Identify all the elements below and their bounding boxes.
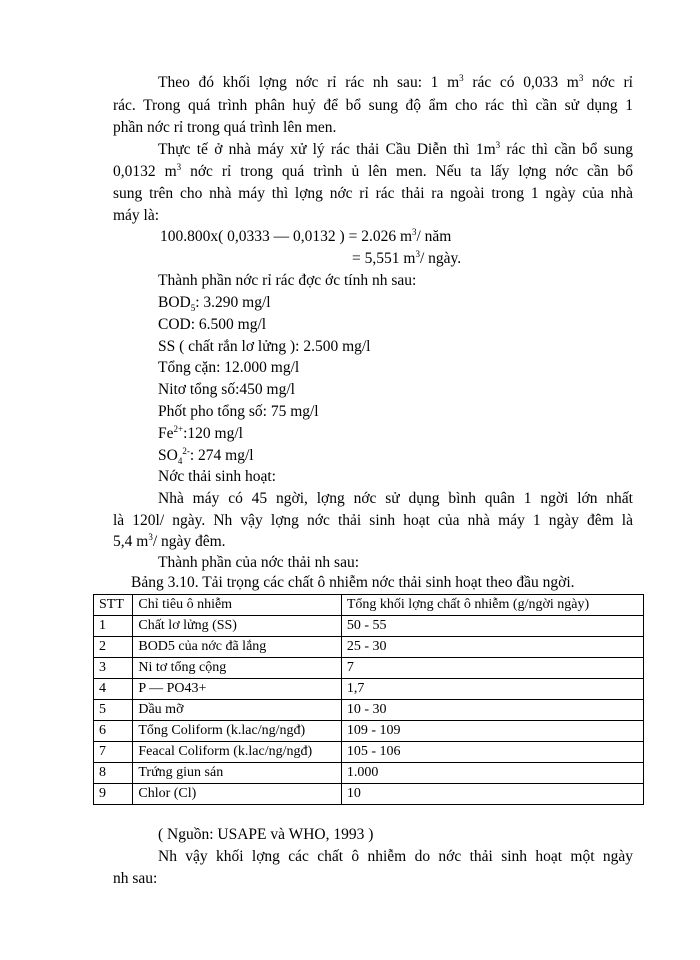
paragraph-2-line-3: sung trên cho nhà máy thì lợng nớc rỉ rác thải ra ngoài trong 1 ngày của nhà — [113, 185, 633, 202]
composition-intro: Thành phần nớc rỉ rác đợc ớc tính nh sau: — [158, 272, 417, 289]
composition-ss: SS ( chất rắn lơ lửng ): 2.500 mg/l — [158, 338, 371, 355]
header-load: Tổng khối lợng chất ô nhiễm (g/ngời ngày) — [341, 595, 643, 616]
paragraph-1-line-1: Theo đó khối lợng nớc rỉ rác nh sau: 1 $m^3$ rác có 0,033 $m^3$ nớc rỉ — [158, 72, 633, 91]
row-indicator: Feacal Coliform (k.lac/ng/ngđ) — [133, 742, 342, 763]
row-load: 7 — [341, 658, 643, 679]
row-load: 1.000 — [341, 763, 643, 784]
table-row — [94, 616, 644, 637]
row-indicator: Tổng Coliform (k.lac/ng/ngđ) — [133, 721, 342, 742]
table-row — [94, 700, 644, 721]
row-load: 50 - 55 — [341, 616, 643, 637]
paragraph-3-line-3: 5,4 $m^3/$ ngày đêm. — [113, 531, 226, 550]
header-stt: STT — [94, 595, 133, 616]
paragraph-4-line-2: nh sau: — [113, 870, 158, 887]
calculation-line-1: 100.800x( 0,0333 — 0,0132 ) = 2.026 $m^3/$ năm — [160, 226, 452, 245]
composition-fe: $Fe^{2+}:120$ mg/l — [158, 423, 243, 442]
row-load: 109 - 109 — [341, 721, 643, 742]
row-stt: 2 — [94, 637, 133, 658]
paragraph-2-line-1: Thực tế ở nhà máy xử lý rác thải Cầu Diễn thì $1m^3$ rác thì cần bổ sung — [158, 139, 633, 158]
pollutant-load-table — [93, 594, 644, 805]
row-indicator: Chất lơ lửng (SS) — [133, 616, 342, 637]
row-stt: 9 — [94, 784, 133, 805]
table-row — [94, 763, 644, 784]
row-indicator: BOD5 của nớc đã lắng — [133, 637, 342, 658]
row-indicator: Dầu mỡ — [133, 700, 342, 721]
row-stt: 7 — [94, 742, 133, 763]
table-row — [94, 721, 644, 742]
calculation-line-2: = 5,551 $m^3/$ ngày. — [352, 248, 462, 267]
row-load: 10 — [341, 784, 643, 805]
paragraph-4-line-1: Nh vậy khối lợng các chất ô nhiễm do nớc thải sinh hoạt một ngày — [158, 848, 633, 865]
row-load: 1,7 — [341, 679, 643, 700]
paragraph-3-line-1: Nhà máy có 45 ngời, lợng nớc sử dụng bình quân 1 ngời lớn nhất — [158, 490, 633, 507]
row-stt: 3 — [94, 658, 133, 679]
paragraph-3-line-4: Thành phần của nớc thải nh sau: — [158, 554, 360, 571]
composition-nuoc-thai: Nớc thải sinh hoạt: — [158, 468, 276, 485]
table-row — [94, 658, 644, 679]
row-stt: 1 — [94, 616, 133, 637]
composition-cod: COD: 6.500 mg/l — [158, 316, 267, 333]
table-row — [94, 742, 644, 763]
table-row — [94, 637, 644, 658]
row-load: 10 - 30 — [341, 700, 643, 721]
row-indicator: Trứng giun sán — [133, 763, 342, 784]
table-row — [94, 679, 644, 700]
row-stt: 8 — [94, 763, 133, 784]
table-row — [94, 784, 644, 805]
composition-photpho: Phốt pho tổng số: 75 mg/l — [158, 403, 319, 420]
row-stt: 4 — [94, 679, 133, 700]
row-indicator: P — PO43+ — [133, 679, 342, 700]
composition-tong-can: Tổng cặn: 12.000 mg/l — [158, 359, 300, 376]
row-load: 105 - 106 — [341, 742, 643, 763]
composition-so4: $SO_4^{2-}$: 274 mg/l — [158, 445, 254, 467]
row-stt: 6 — [94, 721, 133, 742]
row-stt: 5 — [94, 700, 133, 721]
row-indicator: Chlor (Cl) — [133, 784, 342, 805]
paragraph-2-line-4: máy là: — [113, 207, 160, 224]
header-indicator: Chỉ tiêu ô nhiễm — [133, 595, 342, 616]
table-header-row — [94, 595, 644, 616]
paragraph-1-line-3: phần nớc rỉ trong quá trình lên men. — [113, 119, 337, 136]
paragraph-3-line-2: là 120l/ ngày. Nh vậy lợng nớc thải sinh hoạt của nhà máy 1 ngày đêm là — [113, 512, 633, 529]
row-indicator: Ni tơ tổng cộng — [133, 658, 342, 679]
composition-bod: $BOD_5$: 3.290 mg/l — [158, 294, 271, 314]
row-load: 25 - 30 — [341, 637, 643, 658]
paragraph-1-line-2: rác. Trong quá trình phân huỷ để bổ sung độ ẩm cho rác thì cần sử dụng 1 — [113, 97, 633, 114]
paragraph-2-line-2: 0,0132 $m^3$ nớc rỉ trong quá trình ủ lên men. Nếu ta lấy lợng nớc cần bổ — [113, 161, 634, 180]
table-caption: Bảng 3.10. Tải trọng các chất ô nhiễm nớc thải sinh hoạt theo đầu ngời. — [131, 574, 575, 591]
table-source: ( Nguồn: USAPE và WHO, 1993 ) — [158, 826, 374, 843]
composition-nito: Nitơ tổng số:450 mg/l — [158, 381, 295, 398]
